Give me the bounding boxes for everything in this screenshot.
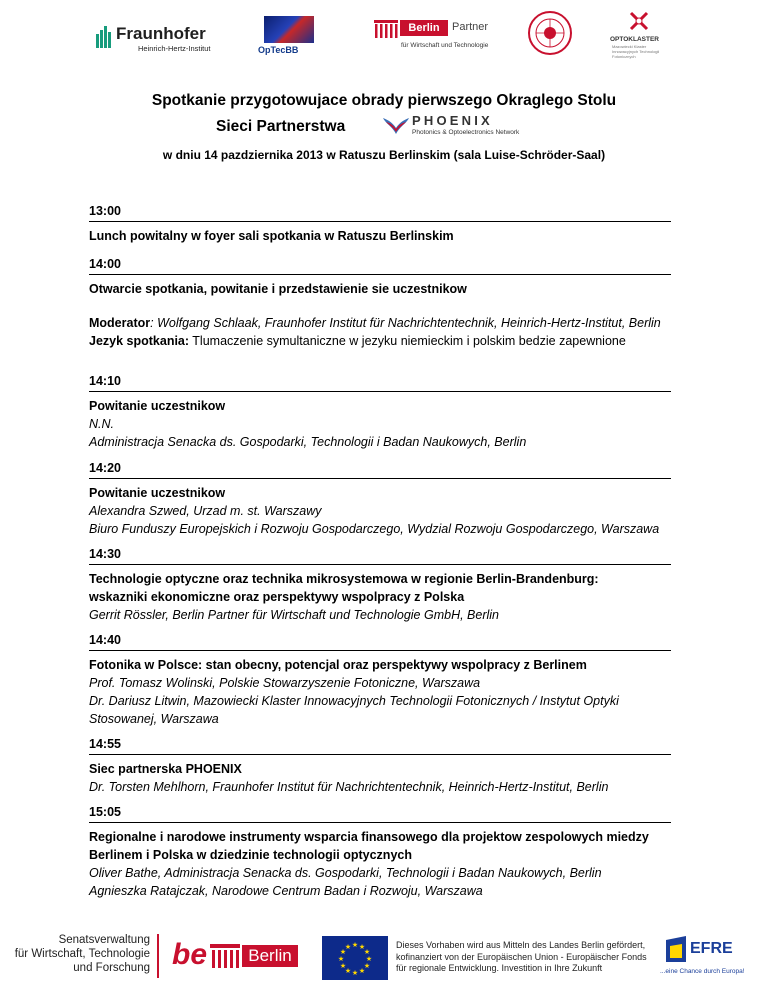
agenda-speaker: Oliver Bathe, Administracja Senacka ds. Gospodarki, Technologii i Badan Naukowych, Berlin	[89, 866, 602, 880]
agenda-time: 13:00	[89, 204, 121, 218]
senat-line1: Senatsverwaltung	[58, 934, 150, 946]
moderator-label: Moderator	[89, 316, 151, 330]
agenda-speaker-2: Agnieszka Ratajczak, Narodowe Centrum Badan i Rozwoju, Warszawa	[89, 884, 483, 898]
agenda-time: 14:00	[89, 257, 121, 271]
agenda-divider	[89, 650, 671, 651]
phoenix-sub: Photonics & Optoelectronics Network	[412, 129, 520, 136]
senatsverwaltung-logo	[10, 933, 150, 975]
svg-text:★: ★	[339, 962, 347, 970]
agenda-item	[89, 546, 671, 624]
agenda-item	[89, 632, 671, 728]
fraunhofer-name: Fraunhofer	[116, 24, 206, 43]
agenda-speaker: Alexandra Szwed, Urzad m. st. Warszawy	[89, 504, 322, 518]
photonics-society-seal-icon	[527, 10, 573, 56]
agenda-title: Powitanie uczestnikow	[89, 399, 226, 413]
optec-logo	[256, 16, 320, 56]
agenda-speaker: Dr. Torsten Mehlhorn, Fraunhofer Institut für Nachrichtentechnik, Heinrich-Hertz-Institut, Berlin	[89, 780, 609, 794]
agenda-divider	[89, 274, 671, 275]
efre-sub: ...eine Chance durch Europa!	[660, 968, 745, 975]
svg-text:★: ★	[363, 962, 371, 970]
page-subtitle: w dniu 14 pazdziernika 2013 w Ratuszu Berlinskim (sala Luise-Schröder-Saal)	[162, 148, 606, 162]
svg-text:★: ★	[358, 943, 366, 951]
senat-line2: für Wirtschaft, Technologie	[14, 948, 150, 960]
agenda-speaker: Gerrit Rössler, Berlin Partner für Wirtschaft und Technologie GmbH, Berlin	[89, 608, 500, 622]
fraunhofer-mark-icon	[96, 26, 112, 48]
senat-divider	[157, 934, 159, 978]
brandenburg-gate-icon	[210, 944, 240, 968]
be-berlin-be: be	[172, 938, 208, 971]
agenda-item	[89, 460, 671, 538]
optoklaster-mark-icon	[628, 10, 650, 32]
be-berlin-box: Berlin	[242, 945, 298, 967]
agenda-title: Lunch powitalny w foyer sali spotkania w Ratuszu Berlinskim	[89, 229, 454, 243]
svg-text:★: ★	[363, 948, 371, 956]
svg-text:★: ★	[337, 955, 345, 963]
agenda-time: 14:10	[89, 374, 121, 388]
efre-stars-icon	[662, 932, 690, 966]
berlin-partner-sub: für Wirtschaft und Technologie	[401, 42, 489, 49]
agenda-title: Siec partnerska PHOENIX	[89, 762, 242, 776]
agenda-time: 14:20	[89, 461, 121, 475]
agenda-time: 14:30	[89, 547, 121, 561]
agenda-speaker-affiliation: Biuro Funduszy Europejskich i Rozwoju Gospodarczego, Wydzial Rozwoju Gospodarczego, Warszawa	[89, 522, 660, 536]
agenda-item	[89, 736, 671, 796]
agenda-speaker: N.N.	[89, 417, 114, 431]
agenda-divider	[89, 391, 671, 392]
agenda-divider	[89, 822, 671, 823]
language-text: Tlumaczenie symultaniczne w jezyku niemieckim i polskim bedzie zapewnione	[189, 334, 626, 348]
optec-name: OpTecBB	[258, 45, 299, 55]
berlin-partner-word: Partner	[452, 21, 489, 33]
agenda-title-line2: Berlinem i Polska w dziedzinie technologii optycznych	[89, 848, 412, 862]
svg-text:★: ★	[351, 969, 359, 977]
svg-text:★: ★	[351, 941, 359, 949]
agenda-title: Technologie optyczne oraz technika mikrosystemowa w regionie Berlin-Brandenburg:	[89, 572, 599, 586]
eu-flag-icon	[322, 936, 388, 980]
agenda-divider	[89, 478, 671, 479]
agenda-speaker: Prof. Tomasz Wolinski, Polskie Stowarzyszenie Fotoniczne, Warszawa	[89, 676, 481, 690]
optec-image-icon	[264, 16, 314, 43]
fraunhofer-logo	[96, 24, 224, 54]
agenda-item	[89, 256, 671, 350]
optoklaster-name: OPTOKLASTER	[610, 36, 659, 43]
berlin-box: Berlin	[400, 20, 448, 36]
agenda-time: 14:40	[89, 633, 121, 647]
svg-text:★: ★	[365, 955, 373, 963]
agenda-divider	[89, 564, 671, 565]
agenda-title: Regionalne i narodowe instrumenty wsparcia finansowego dla projektow zespolowych miedzy	[89, 830, 649, 844]
agenda-title-line2: wskazniki ekonomiczne oraz perspektywy wspolpracy z Polska	[89, 590, 465, 604]
eu-note-line2: kofinanziert von der Europäischen Union - Europäischer Fonds	[396, 951, 647, 962]
phoenix-logo	[382, 113, 522, 139]
agenda-title: Powitanie uczestnikow	[89, 486, 226, 500]
phoenix-wing-icon	[382, 114, 410, 136]
agenda-moderator	[89, 314, 671, 332]
agenda-divider	[89, 221, 671, 222]
language-label: Jezyk spotkania:	[89, 334, 190, 348]
moderator-text: : Wolfgang Schlaak, Fraunhofer Institut für Nachrichtentechnik, Heinrich-Hertz-Institut, Berlin	[150, 316, 661, 330]
agenda-language	[89, 332, 671, 350]
senat-line3: und Forschung	[73, 962, 150, 974]
svg-text:★: ★	[358, 967, 366, 975]
eu-note-line3: für regionale Entwicklung. Investition in Ihre Zukunft	[396, 963, 603, 973]
agenda-speaker-affiliation: Administracja Senacka ds. Gospodarki, Technologii i Badan Naukowych, Berlin	[89, 435, 527, 449]
agenda-time: 14:55	[89, 737, 121, 751]
optoklaster-logo	[608, 10, 672, 58]
agenda-time: 15:05	[89, 805, 121, 819]
efre-word: EFRE	[690, 940, 733, 957]
optoklaster-sub: Mazowiecki Klaster Innowacyjnych Technologii Fotonicznych	[612, 44, 660, 59]
eu-funding-note	[396, 940, 647, 975]
phoenix-word: PHOENIX	[412, 113, 493, 128]
agenda-divider	[89, 754, 671, 755]
svg-text:★: ★	[339, 948, 347, 956]
page-title-line2: Sieci Partnerstwa	[216, 118, 346, 135]
efre-logo	[660, 928, 746, 984]
agenda-item	[89, 804, 671, 900]
agenda-speaker-2: Dr. Dariusz Litwin, Mazowiecki Klaster Innowacyjnych Technologii Fotonicznych / Instytut Optyki Stosowanej, Warszawa	[89, 694, 619, 726]
agenda-item	[89, 373, 671, 451]
berlin-partner-logo	[374, 18, 492, 58]
agenda-title: Fotonika w Polsce: stan obecny, potencjal oraz perspektywy wspolpracy z Berlinem	[89, 658, 587, 672]
eu-note-line1: Dieses Vorhaben wird aus Mitteln des Landes Berlin gefördert,	[396, 940, 646, 950]
fraunhofer-sub: Heinrich-Hertz-Institut	[138, 44, 211, 53]
svg-text:★: ★	[344, 967, 352, 975]
svg-text:★: ★	[344, 943, 352, 951]
page-title: Spotkanie przygotowujace obrady pierwszego Okraglego Stolu	[151, 92, 617, 109]
agenda-item	[89, 203, 671, 245]
brandenburg-gate-icon	[374, 20, 398, 38]
agenda-title: Otwarcie spotkania, powitanie i przedstawienie sie uczestnikow	[89, 282, 467, 296]
